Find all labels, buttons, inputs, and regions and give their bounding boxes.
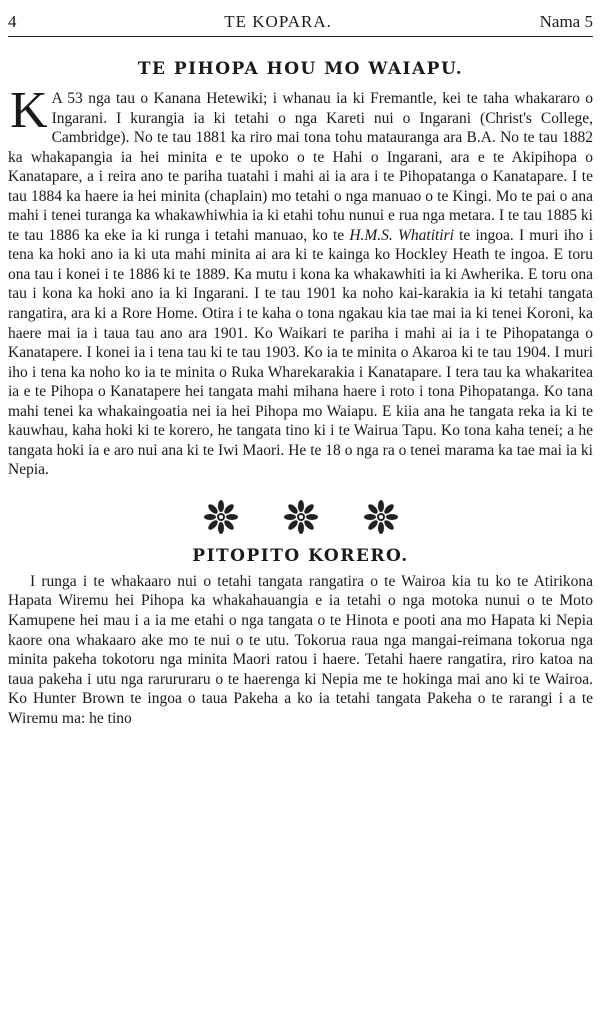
article-text-part-1: A 53 nga tau o Kanana Hetewiki; i whanau ia ki Fremantle, kei te taha whakararo o Ingarani. I kurangia ia ki tetahi o nga Kareti nui o Ingarani (Christ's College, Cambridge). No te tau 1881 ka riro mai tona tohu matauranga ara B.A. No te tau 1882 ka whakapangia ia hei minita e te upoko o te Hahi o Ingarani, ara e te Akipihopa o Kanatapare, a i reira ano te pariha tuatahi i mahi ai ia ara i te Pihopatanga o Kanatapare. I te tau 1884 ka haere ia hei minita (chaplain) mo tetahi o nga manuao o te Kingi. Mo te pai o ana mahi i tenei turanga ka whakawhiwhia ia ki etahi tohu nunui e rua nga metara. I te tau 1885 ki te tau 1886 ka eke ia ki runga i tetahi manuao, ko te: [8, 90, 593, 244]
publication-title: TE KOPARA.: [224, 12, 332, 31]
flower-ornament-icon: [204, 500, 238, 534]
flower-ornament-icon: [284, 500, 318, 534]
article-title: TE PIHOPA HOU MO WAIAPU.: [137, 59, 464, 79]
article-text-part-2: te ingoa. I muri iho i tena ka hoki ano ia ki uta mahi minita ai ara ki te kainga ko Hockley Heath te ingoa. E toru ona tau i konei i te 1886 ki te 1889. Ka mutu i kona ka whakawhiti ia ki Awherika. E toru ona tau i kona ka hoki ano ia ki Ingarani. I te tau 1901 ka noho kai-karakia ia ki tetahi tangata rangatira, ara ki a Rore Home. Otira i te kaha o tona ngakau kia tae mai ia ki tenei Koroni, ka haere mai ia i taua tau ano ara 1901. Ko Waikari te pariha i mahi ai ia i te Pihopatanga o Kanatapere. I konei ia i tena tau ki te tau 1903. Ko ia te minita o Akaroa ki te tau 1904. I muri iho i tena ka noho ko ia te minita o Ruka Wharekarakia i Kanatapare. I tera tau ka whakaritea ia e te Pihopa o Kanatapere hei tangata mahi mihana haere i roto i tona Pihopatanga. Ko tana mahi tenei ka whakaingoatia nei ia hei Pihopa mo Waiapu. E kiia ana he tangata reka ia ki te kauwhau, kaha hoki ki te korero, he tangata tino ki i te Wairua Tapu. Ko tona kaha tenei; a he tangata hoki ia e aro nui ana ki te Iwi Maori. He te 18 o nga ra o tenei marama ka tae mai ia ki Nepia.: [8, 226, 594, 479]
section-title-news: PITOPITO KORERO.: [192, 545, 409, 566]
page-number: 4: [8, 12, 17, 31]
running-head: [8, 12, 593, 37]
ship-name: H.M.S. Whatitiri: [349, 226, 454, 244]
issue-number: Nama 5: [539, 12, 593, 31]
news-body: I runga i te whakaaro nui o tetahi tangata rangatira o te Wairoa kia tu ko te Atirikona Hapata Wiremu hei Pihopa ka whakahauangia e ia tetahi o nga motoka nunui o te Moto Kamupene hei mau i a ia me etahi o nga tangata o te Hinota e pooti ana mo Hapata ki Nepia kaore ona whakaaro ake mo te nui o te utu. Tokorua raua nga mangai-reimana tokorua nga minita pakeha tokotoru nga minita Maori ratou i haere. Tetahi haere rangatira, riro katoa na taua pakeha i utu nga rarururaru o te haerenga ki Nepia me te hokinga mai ano ki te Wairoa. Ko Hunter Brown te ingoa o taua Pakeha a ko ia tetahi tangata Pakeha o te rarangi i a te Wiremu ma: he tino: [8, 572, 593, 727]
flower-ornament-icon: [364, 500, 398, 534]
article-body: [8, 82, 594, 480]
section-ornaments: [8, 500, 593, 534]
drop-cap: K: [10, 82, 48, 139]
